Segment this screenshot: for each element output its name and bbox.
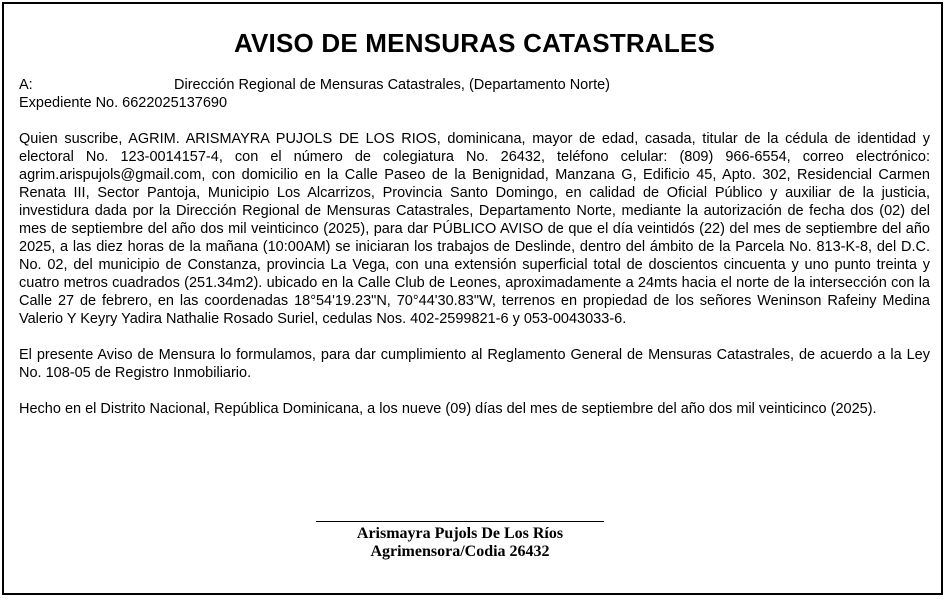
- notice-content: [19, 4, 930, 418]
- body-paragraph-purpose: El presente Aviso de Mensura lo formulamos, para dar cumplimiento al Reglamento General de Mensuras Catastrales, de acuerdo a la Ley No. 108-05 de Registro Inmobiliario.: [19, 347, 930, 381]
- notice-title: AVISO DE MENSURAS CATASTRALES: [233, 28, 716, 58]
- addressee-block: [19, 76, 930, 112]
- body-paragraph-closing: Hecho en el Distrito Nacional, República Dominicana, a los nueve (09) días del mes de septiembre del año dos mil veinticinco (2025).: [19, 401, 877, 417]
- signature-block: [316, 521, 604, 561]
- body-paragraph-main: Quien suscribe, AGRIM. ARISMAYRA PUJOLS DE LOS RIOS, dominicana, mayor de edad, casada, titular de la cédula de identidad y electoral No. 123-0014157-4, con el número de colegiatura No. 26432, teléfono celular: (809) 966-6554, correo electrónico: agrim.arispujols@gmail.com, con domicilio en la Calle Paseo de la Benignidad, Manzana G, Edificio 45, Apto. 302, Residencial Carmen Renata III, Sector Pantoja, Municipio Los Alcarrizos, Provincia Santo Domingo, en calidad de Oficial Público y auxiliar de la justicia, investidura dada por la Dirección Regional de Mensuras Catastrales, Departamento Norte, mediante la autorización de fecha dos (02) del mes de septiembre del año dos mil veinticinco (2025), para dar PÚBLICO AVISO de que el día veintidós (22) del mes de septiembre del año 2025, a las diez horas de la mañana (10:00AM) se iniciaran los trabajos de Deslinde, dentro del ámbito de la Parcela No. 813-K-8, del D.C. No. 02, del municipio de Constanza, provincia La Vega, con una extensión superficial total de doscientos cincuenta y uno punto treinta y cuatro metros cuadrados (251.34m2). ubicado en la Calle Club de Leones, aproximadamente a 24mts hacia el norte de la intersección con la Calle 27 de febrero, en las coordenadas 18°54'19.23"N, 70°44'30.83"W, terrenos en propiedad de los señores Weninson Rafeiny Medina Valerio Y Keyry Yadira Nathalie Rosado Suriel, cedulas Nos. 402-2599821-6 y 053-0043033-6.: [19, 131, 930, 327]
- addressee-label: A:: [19, 77, 33, 93]
- notice-frame: [2, 2, 943, 595]
- signature-line: [316, 521, 604, 522]
- signature-name: Arismayra Pujols De Los Ríos: [356, 525, 564, 542]
- file-number: Expediente No. 6622025137690: [19, 95, 228, 111]
- addressee-line: [19, 76, 930, 94]
- addressee-value: Dirección Regional de Mensuras Catastrales, (Departamento Norte): [174, 77, 610, 93]
- signature-title: Agrimensora/Codia 26432: [370, 543, 550, 560]
